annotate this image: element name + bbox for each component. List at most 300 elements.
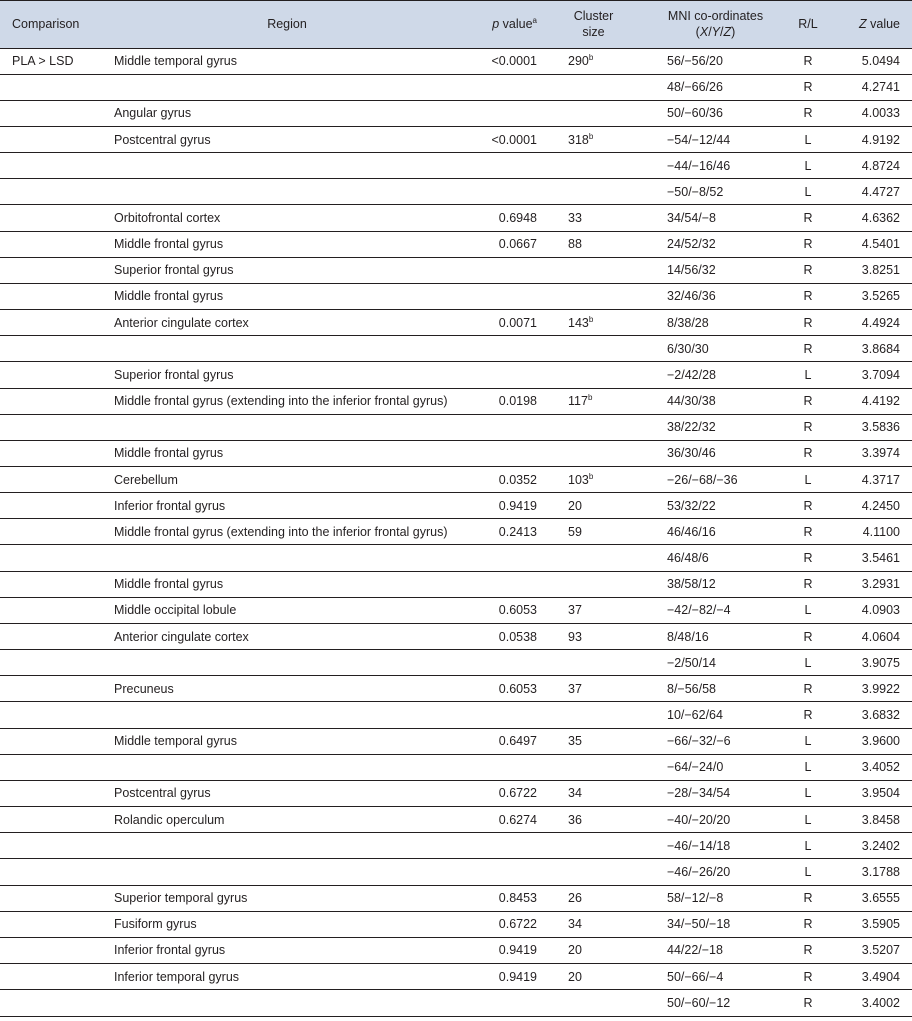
table-row [0, 100, 912, 126]
cell-z-value: 3.8458 [828, 807, 912, 833]
cell-cluster-size [544, 702, 643, 728]
cell-mni: −44/−16/46 [643, 153, 788, 179]
cell-region: Superior frontal gyrus [102, 362, 472, 388]
cell-comparison [0, 937, 102, 963]
cluster-size-value: 35 [568, 734, 582, 749]
header-cluster-line2: size [582, 25, 605, 40]
table-row [0, 388, 912, 414]
cell-mni: 32/46/36 [643, 283, 788, 309]
header-rl: R/L [798, 17, 818, 32]
cluster-size-value: 103 [568, 472, 589, 487]
table-row [0, 754, 912, 780]
cell-mni: 48/−66/26 [643, 74, 788, 100]
cell-rl: R [788, 519, 828, 545]
cell-cluster-size [544, 911, 643, 937]
cell-rl: R [788, 74, 828, 100]
cell-z-value: 3.4002 [828, 990, 912, 1016]
cell-mni: 8/48/16 [643, 623, 788, 649]
cell-mni: 44/22/−18 [643, 937, 788, 963]
cell-mni: 36/30/46 [643, 440, 788, 466]
cell-p-value: 0.9419 [472, 937, 544, 963]
cell-cluster-size [544, 571, 643, 597]
cell-cluster-size [544, 48, 643, 74]
cell-region: Orbitofrontal cortex [102, 205, 472, 231]
table-row [0, 48, 912, 74]
table-row [0, 833, 912, 859]
cell-comparison [0, 597, 102, 623]
cell-mni: 24/52/32 [643, 231, 788, 257]
table-row [0, 780, 912, 806]
header-row [0, 1, 912, 48]
cluster-footnote: b [587, 393, 593, 403]
header-mni [643, 1, 788, 48]
table-row [0, 205, 912, 231]
cell-comparison [0, 205, 102, 231]
cell-p-value [472, 571, 544, 597]
table-row [0, 74, 912, 100]
cell-z-value: 3.6832 [828, 702, 912, 728]
cell-region [102, 414, 472, 440]
cell-rl: R [788, 911, 828, 937]
cluster-size-value: 26 [568, 891, 582, 906]
cell-region: Middle occipital lobule [102, 597, 472, 623]
cell-z-value: 3.2402 [828, 833, 912, 859]
cell-mni: 50/−60/−12 [643, 990, 788, 1016]
cell-cluster-size [544, 754, 643, 780]
cell-z-value: 3.5905 [828, 911, 912, 937]
cell-cluster-size [544, 153, 643, 179]
cell-z-value: 3.7094 [828, 362, 912, 388]
cell-mni: −40/−20/20 [643, 807, 788, 833]
cell-region [102, 336, 472, 362]
header-p-label: value [499, 17, 533, 32]
table-row [0, 336, 912, 362]
header-mni-slash1: / [708, 25, 712, 40]
cell-mni: 56/−56/20 [643, 48, 788, 74]
cell-region: Superior temporal gyrus [102, 885, 472, 911]
cell-comparison [0, 545, 102, 571]
cell-cluster-size [544, 859, 643, 885]
cell-mni: 46/46/16 [643, 519, 788, 545]
header-mni-close: ) [731, 25, 736, 40]
cell-cluster-size [544, 780, 643, 806]
cell-mni: 38/22/32 [643, 414, 788, 440]
cell-region: Precuneus [102, 676, 472, 702]
cell-z-value: 4.0903 [828, 597, 912, 623]
cell-mni: −28/−34/54 [643, 780, 788, 806]
cell-region: Inferior frontal gyrus [102, 937, 472, 963]
cell-rl: R [788, 990, 828, 1016]
cluster-size-value: 34 [568, 917, 582, 932]
cell-rl: R [788, 571, 828, 597]
cell-mni: 34/−50/−18 [643, 911, 788, 937]
cell-cluster-size [544, 205, 643, 231]
cluster-size-value: 37 [568, 681, 582, 696]
cell-p-value: 0.6497 [472, 728, 544, 754]
cell-mni: −46/−14/18 [643, 833, 788, 859]
cell-region [102, 702, 472, 728]
cell-z-value: 3.5265 [828, 283, 912, 309]
cell-region: Middle frontal gyrus [102, 231, 472, 257]
cell-region: Middle frontal gyrus [102, 283, 472, 309]
cell-rl: R [788, 257, 828, 283]
table-row [0, 414, 912, 440]
table-row [0, 728, 912, 754]
table-row [0, 179, 912, 205]
cell-p-value [472, 100, 544, 126]
cluster-size-value: 20 [568, 498, 582, 513]
cell-rl: R [788, 493, 828, 519]
cell-rl: L [788, 179, 828, 205]
cell-z-value: 4.6362 [828, 205, 912, 231]
cell-mni: −50/−8/52 [643, 179, 788, 205]
cell-comparison [0, 257, 102, 283]
table-row [0, 702, 912, 728]
cell-z-value: 3.5461 [828, 545, 912, 571]
cell-rl: R [788, 310, 828, 336]
cell-comparison [0, 283, 102, 309]
cell-z-value: 4.1100 [828, 519, 912, 545]
table-row [0, 650, 912, 676]
table-row [0, 676, 912, 702]
table-row [0, 571, 912, 597]
cell-z-value: 3.2931 [828, 571, 912, 597]
cell-region: Middle frontal gyrus [102, 571, 472, 597]
cell-p-value [472, 833, 544, 859]
table-row [0, 885, 912, 911]
cell-comparison [0, 571, 102, 597]
cell-region: Middle frontal gyrus [102, 440, 472, 466]
cell-p-value [472, 702, 544, 728]
cell-cluster-size [544, 990, 643, 1016]
cell-region [102, 179, 472, 205]
table-row [0, 963, 912, 989]
cell-region [102, 153, 472, 179]
cell-comparison [0, 859, 102, 885]
cell-comparison [0, 74, 102, 100]
cell-z-value: 4.0033 [828, 100, 912, 126]
cell-p-value [472, 257, 544, 283]
table-row [0, 283, 912, 309]
cell-rl: R [788, 283, 828, 309]
cell-cluster-size [544, 257, 643, 283]
cell-z-value: 3.5836 [828, 414, 912, 440]
cell-p-value [472, 754, 544, 780]
cell-p-value [472, 990, 544, 1016]
table-row [0, 859, 912, 885]
cell-p-value [472, 440, 544, 466]
cluster-size-value: 290 [568, 54, 589, 69]
results-table [0, 1, 912, 1016]
cell-comparison [0, 388, 102, 414]
cell-rl: R [788, 48, 828, 74]
cell-comparison: PLA > LSD [0, 48, 102, 74]
table-row [0, 126, 912, 152]
cell-cluster-size [544, 467, 643, 493]
cell-rl: L [788, 650, 828, 676]
cell-region: Postcentral gyrus [102, 780, 472, 806]
table-row [0, 362, 912, 388]
cell-rl: R [788, 336, 828, 362]
cell-mni: 10/−62/64 [643, 702, 788, 728]
cell-region [102, 990, 472, 1016]
header-comparison: Comparison [12, 17, 80, 32]
header-mni-line1: MNI co-ordinates [667, 9, 764, 24]
cell-rl: L [788, 859, 828, 885]
cell-mni: −42/−82/−4 [643, 597, 788, 623]
cell-cluster-size [544, 179, 643, 205]
cluster-size-value: 59 [568, 524, 582, 539]
cell-cluster-size [544, 937, 643, 963]
header-mni-slash2: / [720, 25, 724, 40]
cell-region: Cerebellum [102, 467, 472, 493]
table-row [0, 545, 912, 571]
cluster-footnote: b [588, 131, 594, 141]
cell-rl: R [788, 205, 828, 231]
cluster-size-value: 117 [568, 394, 588, 409]
cell-comparison [0, 833, 102, 859]
cell-p-value: 0.6722 [472, 911, 544, 937]
header-mni-y: Y [711, 25, 721, 40]
cell-z-value: 5.0494 [828, 48, 912, 74]
cell-mni: −26/−68/−36 [643, 467, 788, 493]
cell-z-value: 3.1788 [828, 859, 912, 885]
cell-rl: L [788, 728, 828, 754]
cell-cluster-size [544, 362, 643, 388]
header-mni-z: Z [723, 25, 732, 40]
cell-z-value: 4.2741 [828, 74, 912, 100]
cell-p-value [472, 283, 544, 309]
cell-region: Anterior cingulate cortex [102, 623, 472, 649]
header-mni-open: ( [695, 25, 700, 40]
header-z-label: value [866, 17, 900, 32]
cluster-footnote: b [588, 314, 594, 324]
cell-rl: R [788, 676, 828, 702]
cell-rl: R [788, 440, 828, 466]
cell-comparison [0, 179, 102, 205]
cell-p-value: 0.0667 [472, 231, 544, 257]
header-mni-x: X [699, 25, 709, 40]
cell-comparison [0, 676, 102, 702]
cluster-size-value: 20 [568, 943, 582, 958]
cell-p-value: 0.0071 [472, 310, 544, 336]
cell-region: Inferior temporal gyrus [102, 963, 472, 989]
cell-mni: 50/−66/−4 [643, 963, 788, 989]
cell-rl: L [788, 467, 828, 493]
header-cluster-size [544, 1, 643, 48]
cell-rl: L [788, 807, 828, 833]
cluster-size-value: 20 [568, 969, 582, 984]
cell-z-value: 3.5207 [828, 937, 912, 963]
cell-comparison [0, 754, 102, 780]
cell-mni: 14/56/32 [643, 257, 788, 283]
cell-comparison [0, 126, 102, 152]
cell-mni: −66/−32/−6 [643, 728, 788, 754]
cell-cluster-size [544, 493, 643, 519]
header-cluster-line1: Cluster [573, 9, 614, 24]
cell-rl: L [788, 153, 828, 179]
cell-rl: R [788, 885, 828, 911]
cell-comparison [0, 100, 102, 126]
table-body [0, 48, 912, 1016]
cell-rl: R [788, 963, 828, 989]
cell-mni: 46/48/6 [643, 545, 788, 571]
cluster-footnote: b [588, 53, 594, 63]
cell-mni: 58/−12/−8 [643, 885, 788, 911]
header-p-value [472, 1, 544, 48]
cell-p-value [472, 414, 544, 440]
cell-p-value: 0.9419 [472, 963, 544, 989]
cell-comparison [0, 885, 102, 911]
cell-rl: L [788, 754, 828, 780]
cell-comparison [0, 310, 102, 336]
cell-p-value: 0.0198 [472, 388, 544, 414]
cell-rl: L [788, 597, 828, 623]
cell-region: Middle frontal gyrus (extending into the inferior frontal gyrus) [102, 519, 472, 545]
cell-rl: R [788, 231, 828, 257]
cell-mni: 8/38/28 [643, 310, 788, 336]
table-row [0, 493, 912, 519]
cell-mni: 53/32/22 [643, 493, 788, 519]
cell-comparison [0, 990, 102, 1016]
cell-p-value: <0.0001 [472, 126, 544, 152]
cell-rl: R [788, 545, 828, 571]
cluster-size-value: 88 [568, 237, 582, 252]
cell-comparison [0, 467, 102, 493]
cell-cluster-size [544, 519, 643, 545]
header-z-symbol: Z [859, 17, 867, 32]
cell-comparison [0, 963, 102, 989]
cell-mni: −54/−12/44 [643, 126, 788, 152]
cell-region: Middle frontal gyrus (extending into the inferior frontal gyrus) [102, 388, 472, 414]
cell-cluster-size [544, 623, 643, 649]
cell-p-value: <0.0001 [472, 48, 544, 74]
table-row [0, 257, 912, 283]
table-row [0, 911, 912, 937]
cell-z-value: 3.9504 [828, 780, 912, 806]
cell-region: Rolandic operculum [102, 807, 472, 833]
cell-cluster-size [544, 807, 643, 833]
cell-p-value: 0.0538 [472, 623, 544, 649]
header-region: Region [267, 17, 307, 32]
cell-rl: L [788, 780, 828, 806]
cell-p-value: 0.6948 [472, 205, 544, 231]
cell-z-value: 3.4052 [828, 754, 912, 780]
cell-p-value [472, 74, 544, 100]
cell-p-value: 0.0352 [472, 467, 544, 493]
cell-cluster-size [544, 963, 643, 989]
cell-z-value: 3.6555 [828, 885, 912, 911]
cell-rl: L [788, 126, 828, 152]
table-row [0, 937, 912, 963]
cell-cluster-size [544, 74, 643, 100]
cell-z-value: 4.0604 [828, 623, 912, 649]
cell-comparison [0, 650, 102, 676]
cell-comparison [0, 231, 102, 257]
cell-comparison [0, 623, 102, 649]
cluster-size-value: 318 [568, 132, 589, 147]
cell-region [102, 545, 472, 571]
cell-cluster-size [544, 231, 643, 257]
cell-p-value [472, 545, 544, 571]
cell-cluster-size [544, 650, 643, 676]
cell-cluster-size [544, 728, 643, 754]
cell-cluster-size [544, 100, 643, 126]
cluster-size-value: 34 [568, 786, 582, 801]
cell-p-value [472, 153, 544, 179]
cell-region: Postcentral gyrus [102, 126, 472, 152]
cell-comparison [0, 807, 102, 833]
cell-region [102, 74, 472, 100]
cell-rl: R [788, 702, 828, 728]
table-row [0, 467, 912, 493]
cell-rl: R [788, 414, 828, 440]
cell-rl: L [788, 362, 828, 388]
cluster-size-value: 36 [568, 812, 582, 827]
table-row [0, 310, 912, 336]
table-row [0, 990, 912, 1016]
cluster-footnote: b [588, 471, 594, 481]
cell-p-value: 0.6274 [472, 807, 544, 833]
cell-comparison [0, 153, 102, 179]
table-header [0, 1, 912, 48]
cell-z-value: 3.8251 [828, 257, 912, 283]
cell-p-value: 0.6722 [472, 780, 544, 806]
cell-comparison [0, 336, 102, 362]
cluster-size-value: 93 [568, 629, 582, 644]
cell-mni: 8/−56/58 [643, 676, 788, 702]
cell-z-value: 3.9922 [828, 676, 912, 702]
cell-rl: R [788, 388, 828, 414]
cell-comparison [0, 519, 102, 545]
cell-p-value [472, 650, 544, 676]
cell-region: Superior frontal gyrus [102, 257, 472, 283]
cluster-size-value: 33 [568, 211, 582, 226]
cell-rl: R [788, 100, 828, 126]
cell-cluster-size [544, 885, 643, 911]
header-p-footnote: a [532, 16, 537, 26]
table-row [0, 807, 912, 833]
header-z-value [828, 1, 912, 48]
cell-cluster-size [544, 414, 643, 440]
cell-mni: −2/42/28 [643, 362, 788, 388]
cell-region [102, 754, 472, 780]
cell-p-value [472, 179, 544, 205]
cell-mni: −46/−26/20 [643, 859, 788, 885]
cell-z-value: 4.9192 [828, 126, 912, 152]
cell-z-value: 3.9075 [828, 650, 912, 676]
cell-z-value: 3.8684 [828, 336, 912, 362]
cell-mni: 44/30/38 [643, 388, 788, 414]
cell-cluster-size [544, 126, 643, 152]
cell-p-value [472, 859, 544, 885]
cell-cluster-size [544, 440, 643, 466]
cluster-size-value: 143 [568, 315, 589, 330]
cell-rl: R [788, 937, 828, 963]
cell-region: Anterior cingulate cortex [102, 310, 472, 336]
cell-p-value: 0.8453 [472, 885, 544, 911]
cell-rl: L [788, 833, 828, 859]
cell-z-value: 4.2450 [828, 493, 912, 519]
cell-comparison [0, 493, 102, 519]
cell-comparison [0, 911, 102, 937]
cell-cluster-size [544, 310, 643, 336]
cell-z-value: 3.9600 [828, 728, 912, 754]
cell-p-value: 0.9419 [472, 493, 544, 519]
cell-z-value: 4.8724 [828, 153, 912, 179]
cluster-size-value: 37 [568, 603, 582, 618]
cell-region: Fusiform gyrus [102, 911, 472, 937]
